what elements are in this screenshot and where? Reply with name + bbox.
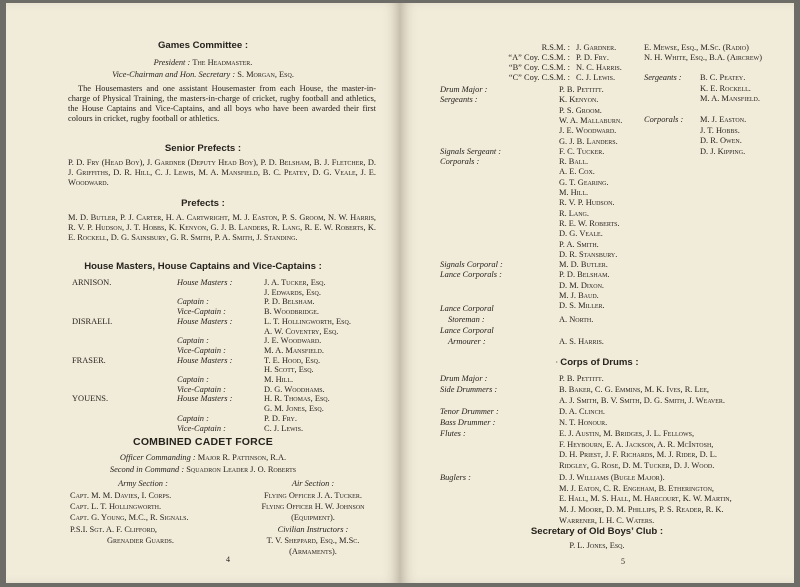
rank-group-label: Sergeants : <box>440 95 478 105</box>
sic-label: Second in Command : <box>109 465 185 474</box>
air-rank-member: J. T. Hobbs. <box>700 125 740 135</box>
rank-group-label: Drum Major : <box>440 85 488 94</box>
rank-member: M. J. Baud. <box>559 291 599 300</box>
house-role: Captain : <box>177 413 209 423</box>
rank-member: M. Hill. <box>559 188 589 197</box>
drums-label: Side Drummers : <box>440 385 498 394</box>
senior-prefects-heading: Senior Prefects : <box>164 143 242 154</box>
games-committee-heading: Games Committee : <box>157 40 249 51</box>
rank-member: W. A. Mallaburn. <box>559 115 623 125</box>
army-section-heading: Army Section : <box>118 479 168 488</box>
rank-member: D. R. Stansbury. <box>559 249 618 259</box>
page-left <box>6 3 400 583</box>
army-officer: Grenadier Guards. <box>107 535 174 545</box>
house-person: D. G. Woodhams. <box>264 384 325 394</box>
rank-label: “A” Coy. C.S.M. : <box>508 53 570 62</box>
house-person: H. Scott, Esq. <box>264 365 314 375</box>
house-person: T. E. Hood, Esq. <box>264 355 321 365</box>
house-person: J. E. Woodward. <box>264 336 322 346</box>
vice-chairman-label: Vice-Chairman and Hon. Secretary : <box>112 70 236 79</box>
drums-member: E. J. Austin, M. Bridges, J. L. Fellows, <box>559 429 695 438</box>
drums-member: N. T. Honour. <box>559 418 608 427</box>
house-person: J. A. Tucker, Esq. <box>264 278 326 287</box>
house-role: Captain : <box>177 336 209 346</box>
lance-armourer-label-2: Armourer : <box>448 337 486 346</box>
lance-storeman-label-1: Lance Corporal <box>440 304 494 313</box>
drums-member: D. A. Clinch. <box>559 407 606 416</box>
rank-member: P. D. Belsham. <box>559 270 610 280</box>
house-role: House Masters : <box>177 278 233 287</box>
house-person: M. Hill. <box>264 375 294 384</box>
rank-label: “B” Coy. C.S.M. : <box>508 63 570 72</box>
rank-group-label: Signals Corporal : <box>440 260 503 270</box>
drums-member: Ridgley, G. Rose, D. M. Tucker, D. J. Wood. <box>559 461 715 471</box>
air-rank-label: Sergeants : <box>644 73 682 82</box>
drums-label: Tenor Drummer : <box>440 407 499 416</box>
corps-of-drums-heading: Corps of Drums : <box>560 357 639 368</box>
rank-member: R. V. P. Hudson. <box>559 198 615 208</box>
instructor-name: N. H. White, Esq., B.A. (Aircrew) <box>644 53 763 62</box>
rank-group-label: Lance Corporals : <box>440 270 502 280</box>
sic-name: Squadron Leader J. O. Roberts <box>186 465 297 474</box>
air-rank-member: D. R. Owen. <box>700 136 742 146</box>
rank-label: R.S.M. : <box>541 43 570 52</box>
air-officer: Flying Officer H. W. Johnson <box>261 502 365 512</box>
rank-member: D. M. Dixon. <box>559 280 605 290</box>
drums-member: D. H. Priest, J. F. Richards, M. J. Rider, D. L. <box>559 450 718 460</box>
drums-member: M. J. Eaton, C. R. Engeham, B. Etherington, <box>559 483 714 493</box>
old-boys-heading: Secretary of Old Boys’ Club : <box>530 526 664 537</box>
drums-member: F. Heybourn, E. A. Jackson, A. R. McIntosh, <box>559 439 714 449</box>
bullet-dot: · <box>555 358 559 367</box>
house-person: J. Edwards, Esq. <box>264 287 321 297</box>
air-officer: (Equipment). <box>291 513 335 523</box>
rank-member: G. T. Gearing. <box>559 177 609 187</box>
rank-member: D. G. Veale. <box>559 229 603 239</box>
lance-storeman-name: A. North. <box>559 315 594 324</box>
house-person: G. M. Jones, Esq. <box>264 404 324 414</box>
house-person: M. A. Mansfield. <box>264 345 324 355</box>
army-officer: P.S.I. Sgt. A. F. Clifford, <box>70 524 158 534</box>
rank-group-label: Corporals : <box>440 157 480 167</box>
rank-member: J. E. Woodward. <box>559 126 617 136</box>
instructor-name: E. Mewse, Esq., M.Sc. (Radio) <box>644 43 749 52</box>
drums-member: B. Baker, C. G. Emmins, M. K. Ives, R. Lee, <box>559 385 710 394</box>
page-number-right: 5 <box>621 557 625 566</box>
house-role: House Masters : <box>177 316 233 326</box>
drums-member: A. J. Smith, B. V. Smith, D. G. Smith, J. Weaver. <box>559 395 725 405</box>
air-rank-label: Corporals : <box>644 115 684 124</box>
drums-member: M. J. Moore, D. M. Phillips, P. S. Reader, R. K. <box>559 505 724 515</box>
oc-label: Officer Commanding : <box>119 453 196 462</box>
rank-member: P. A. Smith. <box>559 239 599 249</box>
air-section-heading: Air Section : <box>291 479 335 488</box>
air-rank-member: B. C. Peatey. <box>700 73 746 82</box>
rank-member: F. C. Tucker. <box>559 146 605 156</box>
drums-label: Bass Drummer : <box>440 418 496 427</box>
army-officer: Capt. M. M. Davies, I. Corps. <box>70 491 172 500</box>
rank-name: C. J. Lewis. <box>576 73 616 82</box>
games-committee-body: The Housemasters and one assistant Housemaster from each House, the master-in-charge of Physical Training, the masters-in-charge of cricket, rugby football and athletics, the House Captains and Vice-Captains, and all boys who have been awarded their first colours in cricket, rugby football or athletics. <box>68 84 376 123</box>
house-role: Vice-Captain : <box>177 384 226 394</box>
civilian-instructor: (Armaments). <box>289 547 337 557</box>
army-officer: Capt. L. T. Hollingworth. <box>70 502 162 512</box>
lance-storeman-label-2: Storeman : <box>448 315 485 324</box>
air-officer: Flying Officer J. A. Tucker. <box>264 491 362 500</box>
ccf-heading: COMBINED CADET FORCE <box>133 436 273 448</box>
rank-name: J. Gardner. <box>576 43 617 52</box>
air-rank-member: M. A. Mansfield. <box>700 94 760 104</box>
drums-member: E. Hall, M. S. Hall, M. Harcourt, K. W. Martin, <box>559 494 732 504</box>
page-number-left: 4 <box>226 555 230 564</box>
president-line <box>6 58 400 68</box>
house-role: House Masters : <box>177 394 233 404</box>
oc-name: Major R. Pattinson, R.A. <box>197 453 287 462</box>
air-rank-member: D. J. Kipping. <box>700 146 746 156</box>
page-right <box>400 3 794 583</box>
drums-label: Buglers : <box>440 473 471 482</box>
rank-member: K. Kenyon. <box>559 95 599 105</box>
house-person: H. R. Thomas, Esq. <box>264 394 330 404</box>
prefects-heading: Prefects : <box>181 198 225 209</box>
officer-commanding-line <box>6 453 400 463</box>
houses-heading: House Masters, House Captains and Vice-Captains : <box>84 261 322 272</box>
drums-member: P. B. Pettitt. <box>559 374 604 383</box>
drums-member: D. J. Williams (Bugle Major). <box>559 473 665 482</box>
army-officer: Capt. G. Young, M.C., R. Signals. <box>70 513 189 523</box>
rank-member: P. S. Groom. <box>559 105 602 115</box>
house-person: P. D. Belsham. <box>264 297 315 307</box>
second-in-command-line <box>6 465 400 475</box>
rank-name: P. D. Fry. <box>576 53 609 62</box>
house-role: Captain : <box>177 375 209 384</box>
corps-of-drums-heading-line <box>400 358 794 368</box>
rank-group-label: Signals Sergeant : <box>440 146 502 156</box>
drums-label: Flutes : <box>440 429 466 438</box>
rank-member: M. D. Butler. <box>559 260 608 270</box>
house-role: Vice-Captain : <box>177 307 226 317</box>
house-name: YOUENS. <box>72 394 109 404</box>
president-name: The Headmaster. <box>192 58 253 67</box>
house-person: P. D. Fry. <box>264 413 297 423</box>
house-role: House Masters : <box>177 355 233 365</box>
prefects-list: M. D. Butler, P. J. Carter, H. A. Cartwright, M. J. Easton, P. S. Groom, N. W. Harris, R. V. P. Hudson, J. T. Hobbs, K. Kenyon, G. J. B. Landers, R. Lang, R. E. W. Roberts, K. E. Rockell, D. G. Sainsbury, G. R. Smith, P. A. Smith, J. Standing. <box>68 213 376 242</box>
house-role: Vice-Captain : <box>177 423 226 433</box>
air-rank-member: M. J. Easton. <box>700 115 747 124</box>
house-name: DISRAELI. <box>72 316 113 326</box>
rank-name: N. C. Harris. <box>576 63 622 72</box>
vice-chairman-name: S. Morgan, Esq. <box>237 70 294 79</box>
booklet-spread <box>6 3 794 583</box>
house-role: Vice-Captain : <box>177 345 226 355</box>
air-rank-member: K. E. Rockell. <box>700 83 751 93</box>
house-name: FRASER. <box>72 355 106 365</box>
old-boys-secretary: P. L. Jones, Esq. <box>569 541 625 550</box>
rank-member: R. Lang. <box>559 208 589 218</box>
senior-prefects-list: P. D. Fry (Head Boy), J. Gardner (Deputy Head Boy), P. D. Belsham, B. J. Fletcher, D. J. Griffiths, D. R. Hill, C. J. Lewis, M. A. Mansfield, B. C. Peatey, D. G. Veale, J. E. Woodward. <box>68 158 376 187</box>
rank-member: R. E. W. Roberts. <box>559 218 620 228</box>
vice-chairman-line <box>6 70 400 80</box>
house-role: Captain : <box>177 297 209 307</box>
house-person: A. W. Coventry, Esq. <box>264 326 339 336</box>
civilian-instructor: T. V. Sheppard, Esq., M.Sc. <box>266 536 360 545</box>
lance-armourer-label-1: Lance Corporal <box>440 326 494 335</box>
rank-member: R. Ball. <box>559 157 589 167</box>
rank-member: D. S. Miller. <box>559 301 605 311</box>
house-person: C. J. Lewis. <box>264 423 304 433</box>
civilian-instructors-heading: Civilian Instructors : <box>277 525 349 534</box>
drums-member: Warrener, I. H. C. Waters. <box>559 515 655 525</box>
president-label: President : <box>153 58 191 67</box>
rank-label: “C” Coy. C.S.M. : <box>508 73 570 82</box>
rank-member: A. E. Cox. <box>559 167 595 177</box>
drums-label: Drum Major : <box>440 374 488 383</box>
lance-armourer-name: A. S. Harris. <box>559 337 604 346</box>
house-person: B. Woodbridge. <box>264 307 319 317</box>
rank-member: P. B. Pettitt. <box>559 85 604 94</box>
house-person: L. T. Hollingworth, Esq. <box>264 316 351 326</box>
house-name: ARNISON. <box>72 278 112 287</box>
rank-member: G. J. B. Landers. <box>559 136 618 146</box>
